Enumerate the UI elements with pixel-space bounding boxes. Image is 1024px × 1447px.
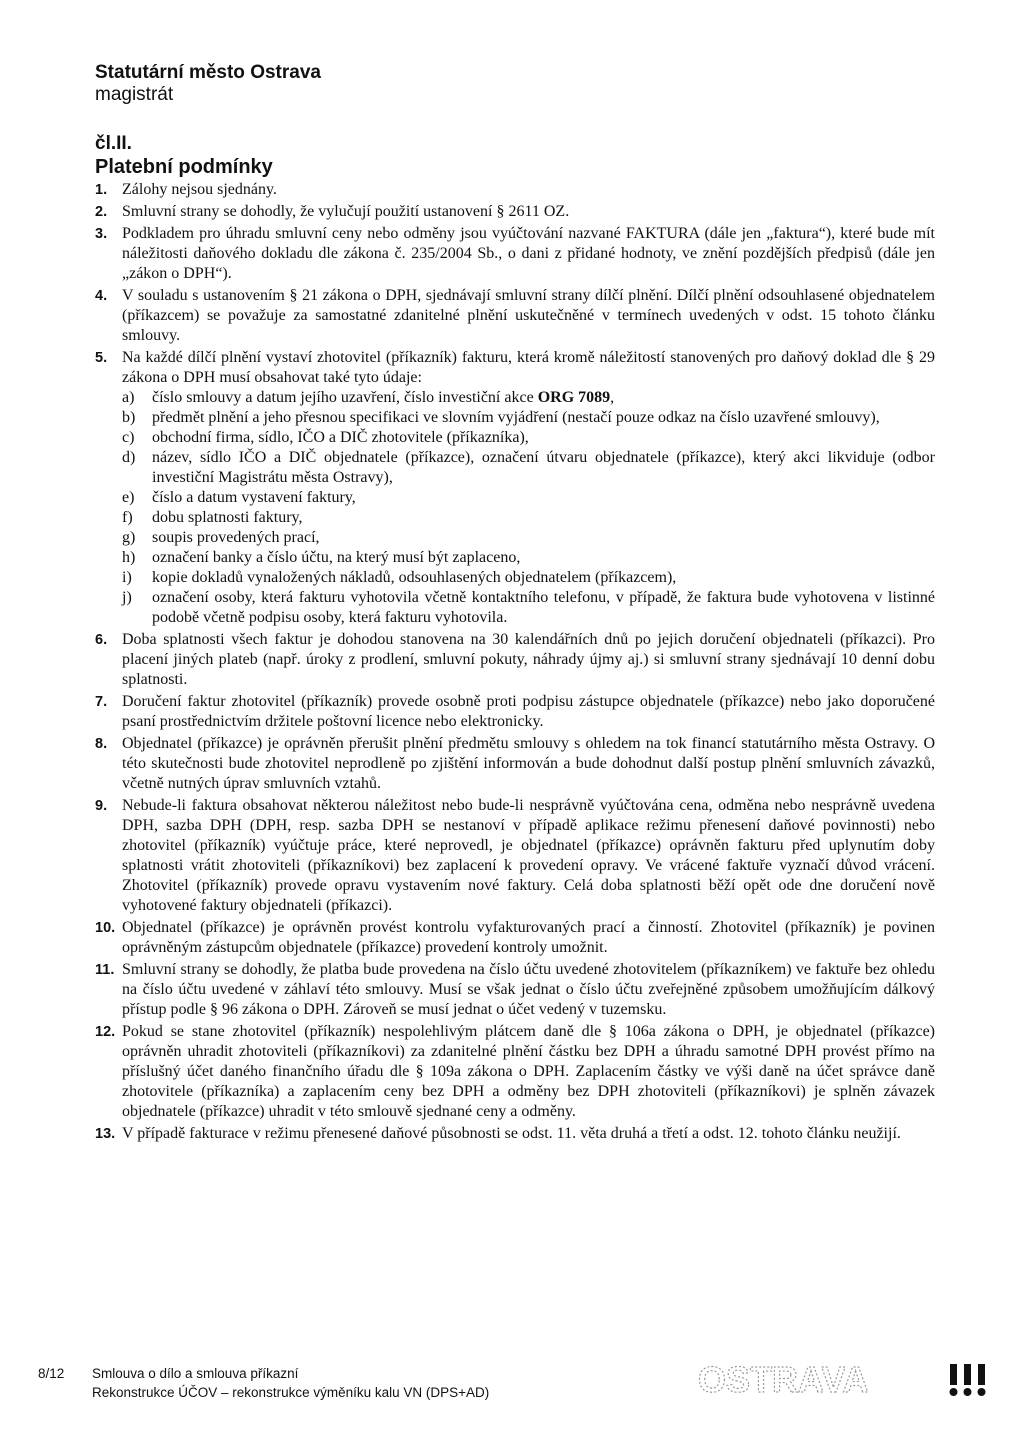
article-title: Platební podmínky <box>95 156 273 178</box>
item-number: 4. <box>95 288 108 304</box>
sublist-text <box>152 388 935 408</box>
page-footer <box>38 1359 988 1414</box>
article-number: čl.II. <box>95 133 132 154</box>
item-body <box>122 348 935 628</box>
sublist-text: kopie dokladů vynaložených nákladů, odsouhlasených objednatelem (příkazcem), <box>152 569 677 586</box>
item-text: Doba splatnosti všech faktur je dohodou stanovena na 30 kalendářních dnů po jejich doručení objednateli (příkazci). Pro placení jiných plateb (např. úroky z prodlení, smluvní pokuty, náhrady újmy aj.) si smluvní strany sjednávají 10 denní dobu splatnosti. <box>122 631 935 688</box>
sublist-text: označení osoby, která fakturu vyhotovila včetně kontaktního telefonu, v případě, že faktura bude vyhotovena v listinné podobě včetně podpisu osoby, která fakturu vyhotovila. <box>152 589 935 626</box>
list-item <box>95 734 935 794</box>
sublist-letter: a) <box>122 389 135 406</box>
sublist-letter: h) <box>122 549 136 566</box>
footer-document-title <box>92 1364 489 1402</box>
sublist-letter: f) <box>122 509 133 526</box>
document-header <box>95 62 795 106</box>
investment-code: ORG 7089 <box>537 389 611 406</box>
list-item <box>95 796 935 916</box>
sublist-text-tail: , <box>610 389 615 406</box>
sublist-letter: i) <box>122 569 132 586</box>
list-item <box>95 960 935 1020</box>
item-number: 3. <box>95 226 108 242</box>
item-number: 5. <box>95 350 108 366</box>
invoice-requirements-sublist <box>122 388 935 628</box>
item-text: Smluvní strany se dohodly, že platba bude provedena na číslo účtu uvedené zhotovitelem (příkazníkem) ve faktuře bez ohledu na číslo účtu uvedené v záhlaví této smlouvy. Musí se však jednat o číslo účtu zveřejněné způsobem umožňujícím dálkový přístup podle § 96 zákona o DPH. Zároveň se musí jednat o účet vedený v tuzemsku. <box>122 961 935 1018</box>
sublist-item <box>122 448 935 488</box>
item-text: Nebude-li faktura obsahovat některou náležitost nebo bude-li nesprávně vyúčtována cena, odměna nebo nesprávně uvedena DPH, sazba DPH (DPH, resp. sazba DPH se nestanoví v případě aplikace režimu přenesení daňové povinnosti) nebo zhotovitel (příkazník) vyúčtuje práce, které neprovedl, je objednatel (příkazce) oprávněn fakturu před uplynutím doby splatnosti vrátit zhotoviteli (příkazníkovi) bez zaplacení k provedení opravy. Ve vrácené faktuře vyznačí důvod vrácení. Zhotovitel (příkazník) provede opravu vystavením nové faktury. Celá doba splatnosti běží opět ode dne doručení nově vyhotovené faktury objednateli (příkazci). <box>122 797 935 914</box>
sublist-text: označení banky a číslo účtu, na který musí být zaplaceno, <box>152 549 521 566</box>
list-item <box>95 348 935 628</box>
list-item <box>95 180 935 200</box>
sublist-item <box>122 508 935 528</box>
list-item <box>95 630 935 690</box>
item-number: 13. <box>95 1126 116 1142</box>
list-item <box>95 1124 935 1144</box>
item-text: Smluvní strany se dohodly, že vylučují použití ustanovení § 2611 OZ. <box>122 203 570 220</box>
sublist-text: předmět plnění a jeho přesnou specifikaci ve slovním vyjádření (nestačí pouze odkaz na číslo uzavřené smlouvy), <box>152 409 880 426</box>
sublist-letter: b) <box>122 409 136 426</box>
sublist-item <box>122 568 935 588</box>
list-item <box>95 286 935 346</box>
item-number: 8. <box>95 736 108 752</box>
sublist-text: číslo a datum vystavení faktury, <box>152 489 356 506</box>
org-unit: magistrát <box>95 84 174 105</box>
item-number: 2. <box>95 204 108 220</box>
ostrava-logo <box>698 1358 998 1402</box>
sublist-text: dobu splatnosti faktury, <box>152 509 303 526</box>
item-number: 7. <box>95 694 108 710</box>
list-item <box>95 918 935 958</box>
sublist-text: název, sídlo IČO a DIČ objednatele (příkazce), označení útvaru objednatele (příkazce), který akci likviduje (odbor investiční Magistrátu města Ostravy), <box>152 449 935 486</box>
sublist-letter: j) <box>122 589 132 606</box>
payment-terms-list <box>95 180 935 1146</box>
sublist-item <box>122 488 935 508</box>
footer-line-1: Smlouva o dílo a smlouva příkazní <box>92 1366 299 1381</box>
logo-exclamation-marks <box>950 1364 986 1396</box>
sublist-text-lead: číslo smlouvy a datum jejího uzavření, číslo investiční akce <box>152 389 538 406</box>
ostrava-logo-graphic <box>698 1358 998 1402</box>
sublist-text: obchodní firma, sídlo, IČO a DIČ zhotovitele (příkazníka), <box>152 429 529 446</box>
item-text: V souladu s ustanovením § 21 zákona o DPH, sjednávají smluvní strany dílčí plnění. Dílčí plnění odsouhlasené objednatelem (příkazcem) se považuje za samostatné zdanitelné plnění uskutečněné v termínech uvedených v odst. 15 tohoto článku smlouvy. <box>122 287 935 344</box>
sublist-item <box>122 388 935 408</box>
item-text: Pokud se stane zhotovitel (příkazník) nespolehlivým plátcem daně dle § 106a zákona o DPH, je objednatel (příkazce) oprávněn uhradit zhotoviteli (příkazníkovi) za zdanitelné plnění částku bez DPH a úhradu samotné DPH provést přímo na příslušný účet daného finančního úřadu dle § 109a zákona o DPH. Zaplacením částky ve výši daně na účet správce daně zhotovitele (příkazníka) a zaplacením ceny bez DPH a odměny bez DPH zhotoviteli (příkazníkovi) je splněn závazek objednatele (příkazce) uhradit v této smlouvě sjednané ceny a odměny. <box>122 1023 935 1120</box>
page-number: 8/12 <box>38 1366 65 1381</box>
sublist-text: soupis provedených prací, <box>152 529 320 546</box>
list-item <box>95 202 935 222</box>
item-text: Zálohy nejsou sjednány. <box>122 181 277 198</box>
item-number: 6. <box>95 632 108 648</box>
sublist-item <box>122 408 935 428</box>
item-text: Objednatel (příkazce) je oprávněn přerušit plnění předmětu smlouvy s ohledem na tok financí statutárního města Ostravy. O této skutečnosti bude zhotovitel neprodleně po zjištění informován a bude dohodnut další postup plnění smluvních závazků, včetně nutných úprav smluvních vztahů. <box>122 735 935 792</box>
sublist-letter: c) <box>122 429 135 446</box>
sublist-letter: g) <box>122 529 136 546</box>
logo-wordmark: OSTRAVA <box>698 1359 869 1400</box>
item-number: 10. <box>95 920 116 936</box>
item-text: Na každé dílčí plnění vystaví zhotovitel (příkazník) fakturu, která kromě náležitostí stanovených pro daňový doklad dle § 29 zákona o DPH musí obsahovat také tyto údaje: <box>122 349 935 386</box>
item-text: Objednatel (příkazce) je oprávněn provést kontrolu vyfakturovaných prací a činností. Zhotovitel (příkazník) je povinen oprávněným zástupcům objednatele (příkazce) provedení kontroly umožnit. <box>122 919 935 956</box>
sublist-item <box>122 528 935 548</box>
item-text: Podkladem pro úhradu smluvní ceny nebo odměny jsou vyúčtování nazvané FAKTURA (dále jen „faktura“), které bude mít náležitosti daňového dokladu dle zákona č. 235/2004 Sb., o dani z přidané hodnoty, ve znění pozdějších předpisů (dále jen „zákon o DPH“). <box>122 225 935 282</box>
item-text: V případě fakturace v režimu přenesené daňové působnosti se odst. 11. věta druhá a třetí a odst. 12. tohoto článku neužijí. <box>122 1125 901 1142</box>
item-number: 1. <box>95 182 108 198</box>
sublist-letter: e) <box>122 489 135 506</box>
list-item <box>95 224 935 284</box>
sublist-item <box>122 588 935 628</box>
item-number: 12. <box>95 1024 116 1040</box>
footer-line-2: Rekonstrukce ÚČOV – rekonstrukce výměníku kalu VN (DPS+AD) <box>92 1385 490 1400</box>
item-number: 9. <box>95 798 108 814</box>
item-number: 11. <box>95 962 115 978</box>
sublist-letter: d) <box>122 449 136 466</box>
sublist-item <box>122 428 935 448</box>
sublist-item <box>122 548 935 568</box>
list-item <box>95 1022 935 1122</box>
list-item <box>95 692 935 732</box>
org-name: Statutární město Ostrava <box>95 62 321 83</box>
item-text: Doručení faktur zhotovitel (příkazník) provede osobně proti podpisu zástupce objednatele (příkazce) nebo jako doporučené psaní prostřednictvím držitele poštovní licence nebo elektronicky. <box>122 693 935 730</box>
